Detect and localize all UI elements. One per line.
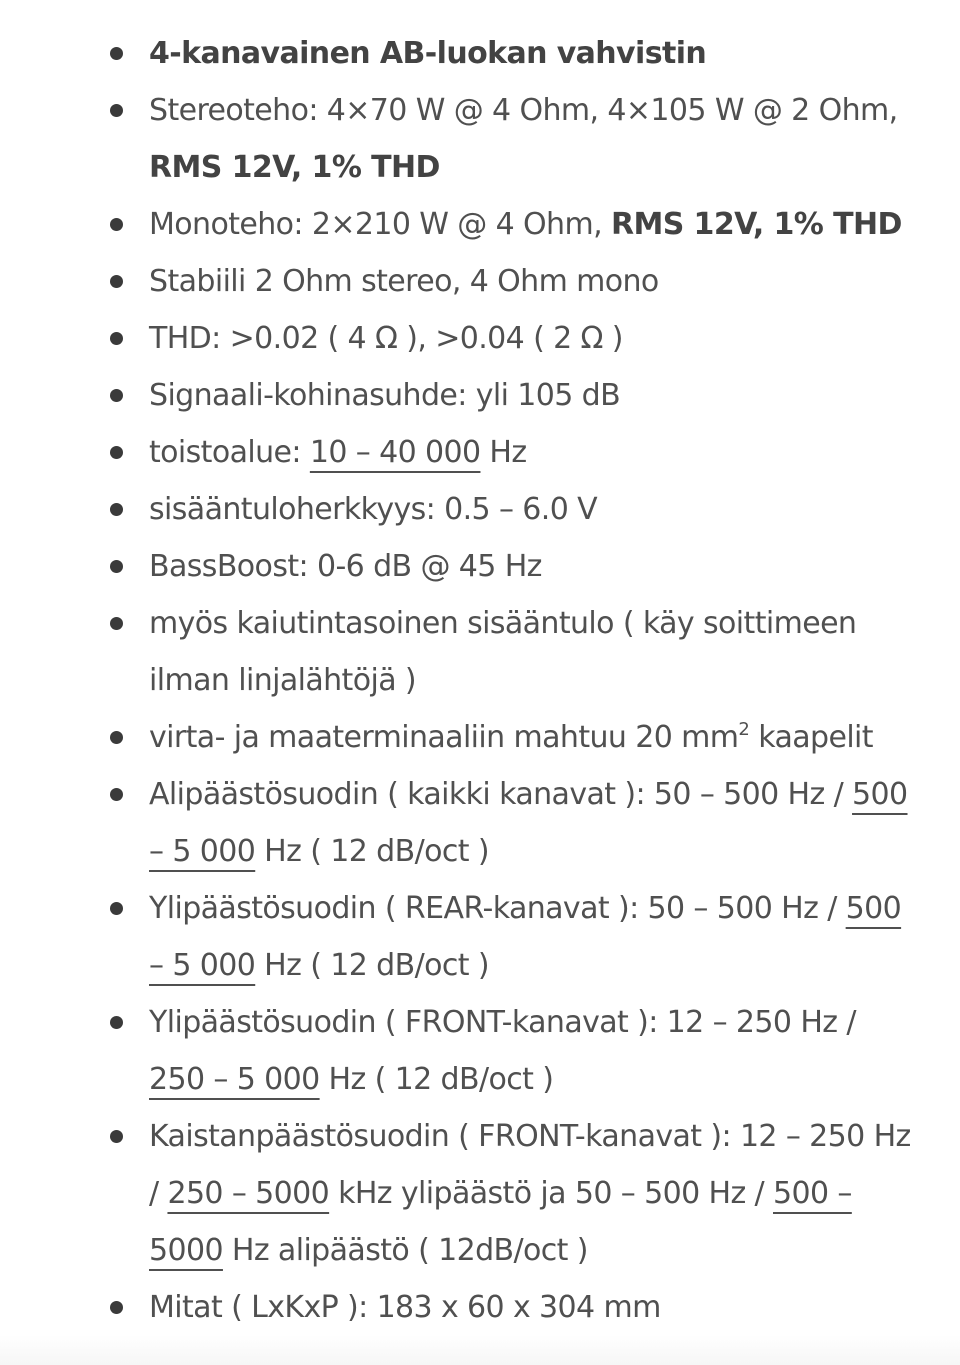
list-item [0, 367, 960, 424]
bullet-icon [110, 218, 123, 231]
underlined-range: 500 – 5000 [149, 1176, 852, 1268]
bullet-icon [110, 1130, 123, 1143]
item-text-bold: RMS 12V, 1% THD [149, 150, 440, 185]
item-text: Hz ( 12 dB/oct ) [255, 834, 489, 869]
list-item [0, 709, 960, 766]
list-item [0, 538, 960, 595]
list-item [0, 766, 960, 880]
item-text: Stereoteho: 4×70 W @ 4 Ohm, 4×105 W @ 2 Ohm, [149, 93, 898, 128]
underlined-range: 500 – 5 000 [149, 891, 902, 983]
list-item [0, 82, 960, 196]
item-text: Mitat ( LxKxP ): 183 x 60 x 304 mm [149, 1290, 661, 1325]
bullet-icon [110, 104, 123, 117]
item-text: BassBoost: 0-6 dB @ 45 Hz [149, 549, 542, 584]
item-text: Kaistanpäästösuodin ( FRONT-kanavat ): 12 – 250 Hz / [149, 1119, 911, 1211]
superscript: 2 [738, 719, 750, 740]
underlined-range: 10 – 40 000 [309, 435, 481, 470]
item-text: Hz alipäästö ( 12dB/oct ) [222, 1233, 588, 1268]
item-text: Hz ( 12 dB/oct ) [255, 948, 489, 983]
item-text: THD: >0.02 ( 4 Ω ), >0.04 ( 2 Ω ) [149, 321, 623, 356]
bottom-fade [0, 1335, 960, 1365]
bullet-icon [110, 47, 123, 60]
item-text: Signaali-kohinasuhde: yli 105 dB [149, 378, 621, 413]
spec-list [0, 25, 960, 1336]
list-item [0, 424, 960, 481]
bullet-icon [110, 731, 123, 744]
bullet-icon [110, 332, 123, 345]
bullet-icon [110, 503, 123, 516]
item-text: Ylipäästösuodin ( REAR-kanavat ): 50 – 500 Hz / [149, 891, 846, 926]
list-item [0, 196, 960, 253]
list-item [0, 880, 960, 994]
list-item [0, 595, 960, 709]
list-item [0, 481, 960, 538]
list-item [0, 1108, 960, 1279]
bullet-icon [110, 1016, 123, 1029]
underlined-range: 250 – 5000 [167, 1176, 330, 1211]
item-text: myös kaiutintasoinen sisääntulo ( käy soittimeen ilman linjalähtöjä ) [149, 606, 857, 698]
bullet-icon [110, 617, 123, 630]
item-text-bold: RMS 12V, 1% THD [610, 207, 902, 242]
bullet-icon [110, 560, 123, 573]
bullet-icon [110, 389, 123, 402]
list-item [0, 253, 960, 310]
bullet-icon [110, 275, 123, 288]
item-text: kHz ylipäästö ja 50 – 500 Hz / [329, 1176, 773, 1211]
item-text: kaapelit [749, 720, 873, 755]
bullet-icon [110, 902, 123, 915]
item-text: Hz ( 12 dB/oct ) [319, 1062, 554, 1097]
list-item [0, 310, 960, 367]
item-text: Stabiili 2 Ohm stereo, 4 Ohm mono [149, 264, 659, 299]
bullet-icon [110, 446, 123, 459]
underlined-range: 250 – 5 000 [149, 1062, 320, 1097]
item-text: virta- ja maaterminaaliin mahtuu 20 mm [149, 720, 739, 755]
item-text: 4-kanavainen AB-luokan vahvistin [149, 36, 707, 71]
item-text: Monoteho: 2×210 W @ 4 Ohm, [149, 207, 611, 242]
item-text: Hz [480, 435, 527, 470]
underlined-range: 500 – 5 000 [149, 777, 908, 869]
item-text: sisääntuloherkkyys: 0.5 – 6.0 V [149, 492, 598, 527]
list-item [0, 1279, 960, 1336]
list-item [0, 994, 960, 1108]
item-text: Ylipäästösuodin ( FRONT-kanavat ): 12 – 250 Hz / [149, 1005, 856, 1040]
bullet-icon [110, 788, 123, 801]
item-text: Alipäästösuodin ( kaikki kanavat ): 50 – 500 Hz / [149, 777, 853, 812]
bullet-icon [110, 1301, 123, 1314]
list-item [0, 25, 960, 82]
item-text: toistoalue: [149, 435, 310, 470]
